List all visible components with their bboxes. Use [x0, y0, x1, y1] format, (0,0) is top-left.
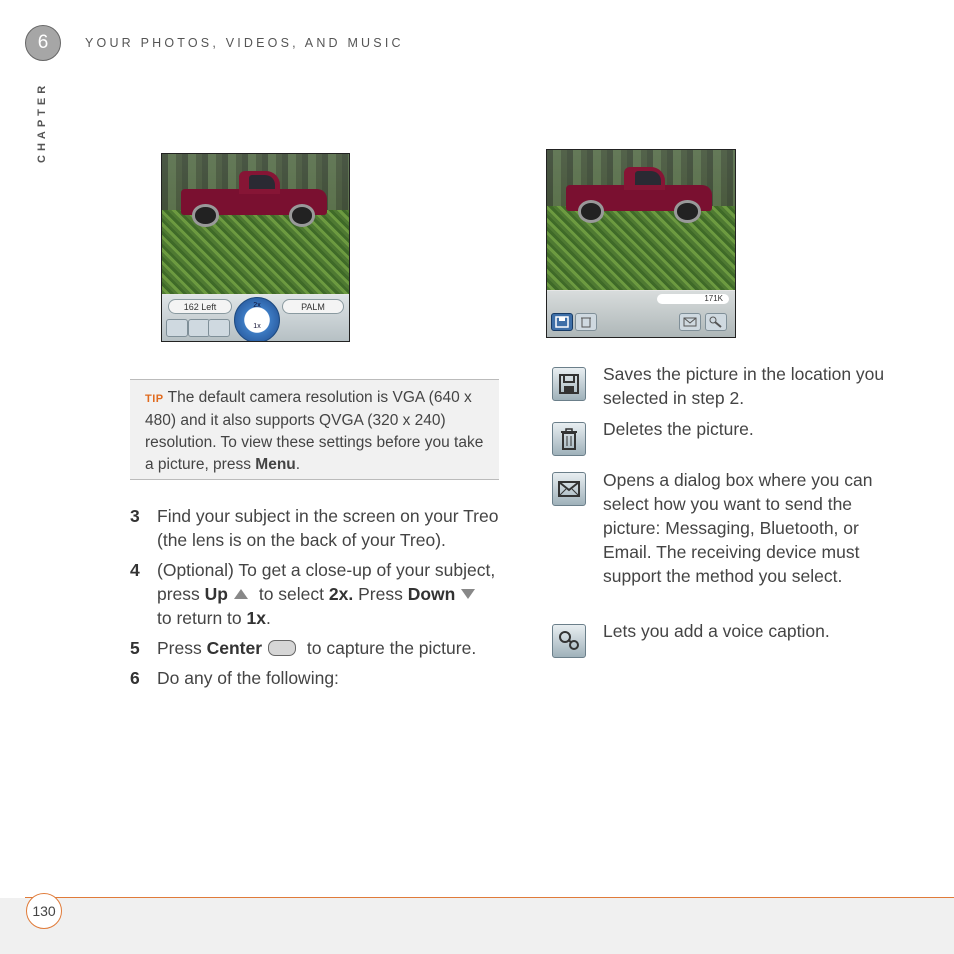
- album-picker: [282, 299, 344, 314]
- step-text: Do any of the following:: [157, 668, 339, 688]
- center-key-label: Center: [206, 638, 263, 658]
- tip-menu-key: Menu: [255, 456, 296, 473]
- pictures-left-indicator: 162 Left: [168, 299, 232, 314]
- photo-preview: [162, 154, 349, 294]
- step-text: (Optional) To get a close-up of your subject, press: [157, 560, 496, 604]
- tip-text: The default camera resolution is VGA (640 x 480) and it also supports QVGA (320 x 240) resolution. To view these settings before you take a picture, press: [145, 389, 484, 473]
- running-header: YOUR PHOTOS, VIDEOS, AND MUSIC: [85, 36, 404, 50]
- gallery-icon: [188, 319, 210, 337]
- step-number: 4: [130, 560, 140, 580]
- album-picker-label: PALM: [301, 301, 325, 312]
- step-number: 5: [130, 638, 140, 658]
- step-text: to return to: [157, 608, 247, 628]
- step-3: [130, 504, 500, 552]
- trash-icon: [552, 422, 586, 456]
- step-text: Press: [353, 584, 408, 604]
- tip-box: [130, 379, 499, 480]
- camera-control-bar: [162, 295, 349, 341]
- step-6: [130, 666, 500, 690]
- chapter-number-badge: 6: [25, 25, 61, 61]
- review-screenshot: [546, 149, 736, 338]
- up-key-label: Up: [204, 584, 228, 604]
- step-text: Press: [157, 638, 207, 658]
- step-4: [130, 558, 500, 630]
- send-description-text: Opens a dialog box where you can select how you want to send the picture: Messaging, Bluetooth, or Email. The receiving device must support the method you select.: [603, 470, 873, 586]
- save-icon: [551, 313, 573, 331]
- up-arrow-icon: [234, 589, 248, 599]
- camera-screenshot: [161, 153, 350, 342]
- step-text: .: [265, 608, 271, 628]
- camera-mode-icon: [166, 319, 188, 337]
- voice-caption-icon: [552, 624, 586, 658]
- zoom-1x-text: 1x: [246, 608, 266, 628]
- step-number: 6: [130, 668, 140, 688]
- save-description-text: Saves the picture in the location you selected in step 2.: [603, 364, 885, 408]
- zoom-1x-label: 1x: [253, 323, 261, 330]
- trash-icon: [575, 313, 597, 331]
- save-icon: [552, 367, 586, 401]
- chapter-vertical-label: CHAPTER: [36, 82, 48, 164]
- step-text: to select: [253, 584, 329, 604]
- photo-review: [547, 150, 735, 290]
- step-5: [130, 636, 500, 660]
- zoom-2x-text: 2x.: [328, 584, 354, 604]
- voice-caption-description-text: Lets you add a voice caption.: [603, 621, 830, 641]
- review-control-bar: [547, 291, 735, 337]
- delete-description-text: Deletes the picture.: [603, 419, 754, 439]
- file-size-indicator: 171K: [657, 294, 729, 304]
- zoom-ring: [234, 297, 280, 342]
- envelope-icon: [552, 472, 586, 506]
- step-number: 3: [130, 506, 140, 526]
- footer-rule: [25, 897, 954, 898]
- down-key-label: Down: [407, 584, 456, 604]
- tip-text-end: .: [295, 456, 301, 473]
- tip-label: TIP: [145, 393, 164, 405]
- footer-band: [0, 898, 954, 954]
- down-arrow-icon: [461, 589, 475, 599]
- step-text: Find your subject in the screen on your Treo (the lens is on the back of your Treo).: [157, 506, 499, 550]
- album-icon: [208, 319, 230, 337]
- zoom-2x-label: 2x: [253, 302, 261, 309]
- envelope-icon: [679, 313, 701, 331]
- voice-caption-icon: [705, 313, 727, 331]
- page-number: 130: [26, 893, 62, 929]
- center-button-icon: [268, 640, 296, 656]
- step-list: [130, 504, 500, 696]
- step-text: to capture the picture.: [302, 638, 477, 658]
